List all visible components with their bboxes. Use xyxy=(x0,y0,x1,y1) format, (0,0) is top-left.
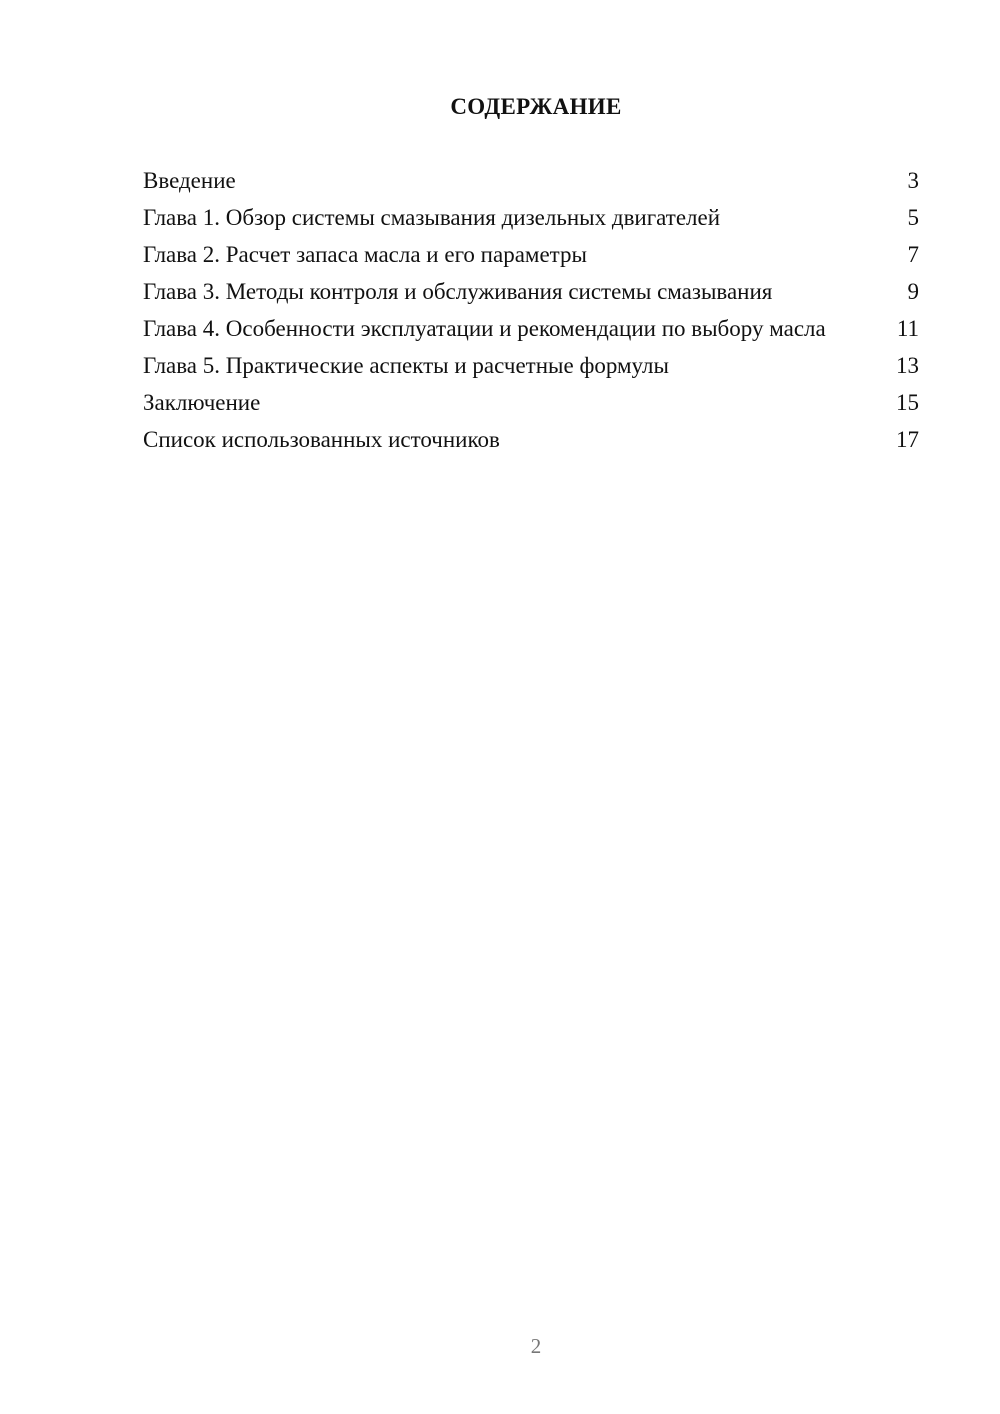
toc-entry-chapter-4[interactable] xyxy=(143,316,919,342)
toc-entry-introduction[interactable] xyxy=(143,168,919,194)
toc-entry-page: 3 xyxy=(907,168,919,193)
toc-entry-label: Глава 1. Обзор системы смазывания дизельных двигателей xyxy=(143,205,721,230)
toc-entry-page: 15 xyxy=(896,390,919,415)
toc-entry-chapter-5[interactable] xyxy=(143,353,919,379)
toc-entry-page: 7 xyxy=(907,242,919,267)
toc-entry-label: Заключение xyxy=(143,390,261,415)
toc-entry-label: Введение xyxy=(143,168,236,193)
toc-entry-chapter-2[interactable] xyxy=(143,242,919,268)
toc-entry-conclusion[interactable] xyxy=(143,390,919,416)
toc-entry-chapter-3[interactable] xyxy=(143,279,919,305)
toc-entry-label: Глава 4. Особенности эксплуатации и рекомендации по выбору масла xyxy=(143,316,826,341)
table-of-contents xyxy=(143,168,919,464)
page-number: 2 xyxy=(530,1334,542,1358)
page-title: СОДЕРЖАНИЕ xyxy=(450,94,622,119)
toc-entry-page: 17 xyxy=(896,427,919,452)
toc-entry-chapter-1[interactable] xyxy=(143,205,919,231)
toc-entry-label: Глава 5. Практические аспекты и расчетные формулы xyxy=(143,353,669,378)
toc-entry-label: Глава 3. Методы контроля и обслуживания системы смазывания xyxy=(143,279,773,304)
toc-entry-page: 9 xyxy=(907,279,919,304)
toc-entry-page: 5 xyxy=(907,205,919,230)
toc-entry-page: 11 xyxy=(896,316,919,341)
toc-entry-label: Глава 2. Расчет запаса масла и его параметры xyxy=(143,242,587,267)
toc-entry-page: 13 xyxy=(896,353,919,378)
toc-entry-references[interactable] xyxy=(143,427,919,453)
toc-entry-label: Список использованных источников xyxy=(143,427,500,452)
